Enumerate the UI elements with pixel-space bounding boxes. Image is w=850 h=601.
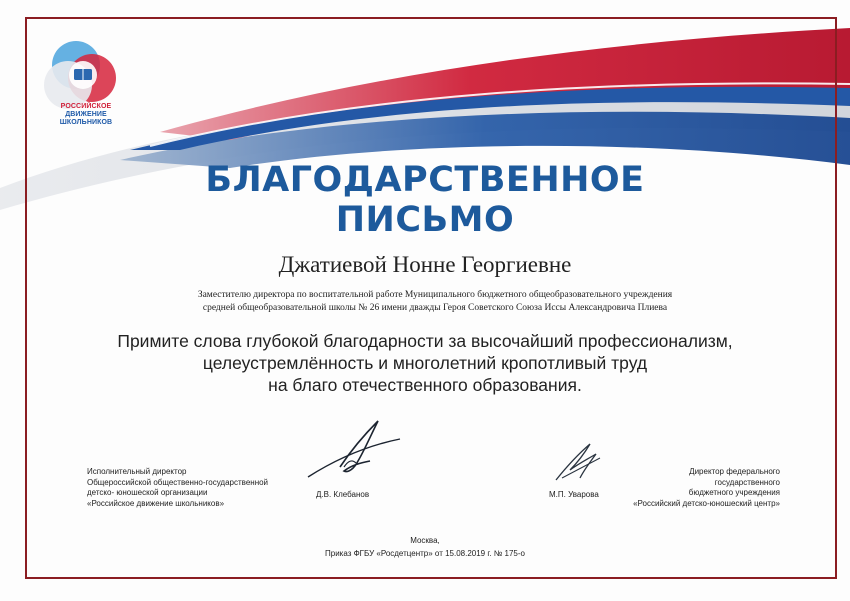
gratitude-message — [100, 330, 750, 396]
message-line-3: на благо отечественного образования. — [268, 375, 582, 395]
recipient-position — [150, 289, 720, 315]
order-footer — [0, 534, 850, 560]
signatory-right-line-3: бюджетного учреждения — [688, 488, 780, 497]
footer-order: Приказ ФГБУ «Росдетцентр» от 15.08.2019 г. № 175-о — [325, 549, 525, 558]
message-line-1: Примите слова глубокой благодарности за высочайший профессионализм, — [117, 331, 733, 351]
signatory-left-name: Д.В. Клебанов — [316, 490, 370, 499]
signatory-left-title — [87, 467, 307, 509]
position-line-2: средней общеобразовательной школы № 26 имени дважды Героя Советского Союза Иссы Александровича Плиева — [202, 303, 668, 313]
signatory-left-line-4: «Российское движение школьников» — [87, 498, 225, 508]
signatory-right-line-4: «Российский детско-юношеский центр» — [633, 498, 780, 508]
position-line-1: Заместителю директора по воспитательной работе Муниципального бюджетного общеобразовательного учреждения — [197, 290, 673, 300]
recipient-name: Джатиевой Нонне Георгиевне — [278, 252, 572, 277]
certificate-title-line-2: ПИСЬМО — [335, 200, 515, 240]
logo-wordmark — [46, 103, 126, 127]
signatory-right-name: М.П. Уварова — [549, 490, 599, 499]
signatory-left-line-3: детско- юношеской организации — [87, 488, 208, 497]
certificate-title-line-1: БЛАГОДАРСТВЕННОЕ — [205, 160, 645, 200]
signatory-right-line-1: Директор федерального — [689, 467, 780, 476]
signatory-right-title — [590, 467, 780, 509]
signatory-right-line-2: государственного — [714, 477, 780, 487]
signatory-left-line-1: Исполнительный директор — [87, 467, 187, 476]
signatory-left-line-2: Общероссийской общественно-государственной — [87, 477, 269, 487]
logo-line-1: РОССИЙСКОЕ — [60, 103, 112, 110]
logo-line-2: ДВИЖЕНИЕ ШКОЛЬНИКОВ — [59, 111, 113, 126]
message-line-2: целеустремлённость и многолетний кропотливый труд — [202, 353, 648, 373]
signature-left — [300, 415, 410, 485]
footer-city: Москва, — [410, 536, 440, 545]
